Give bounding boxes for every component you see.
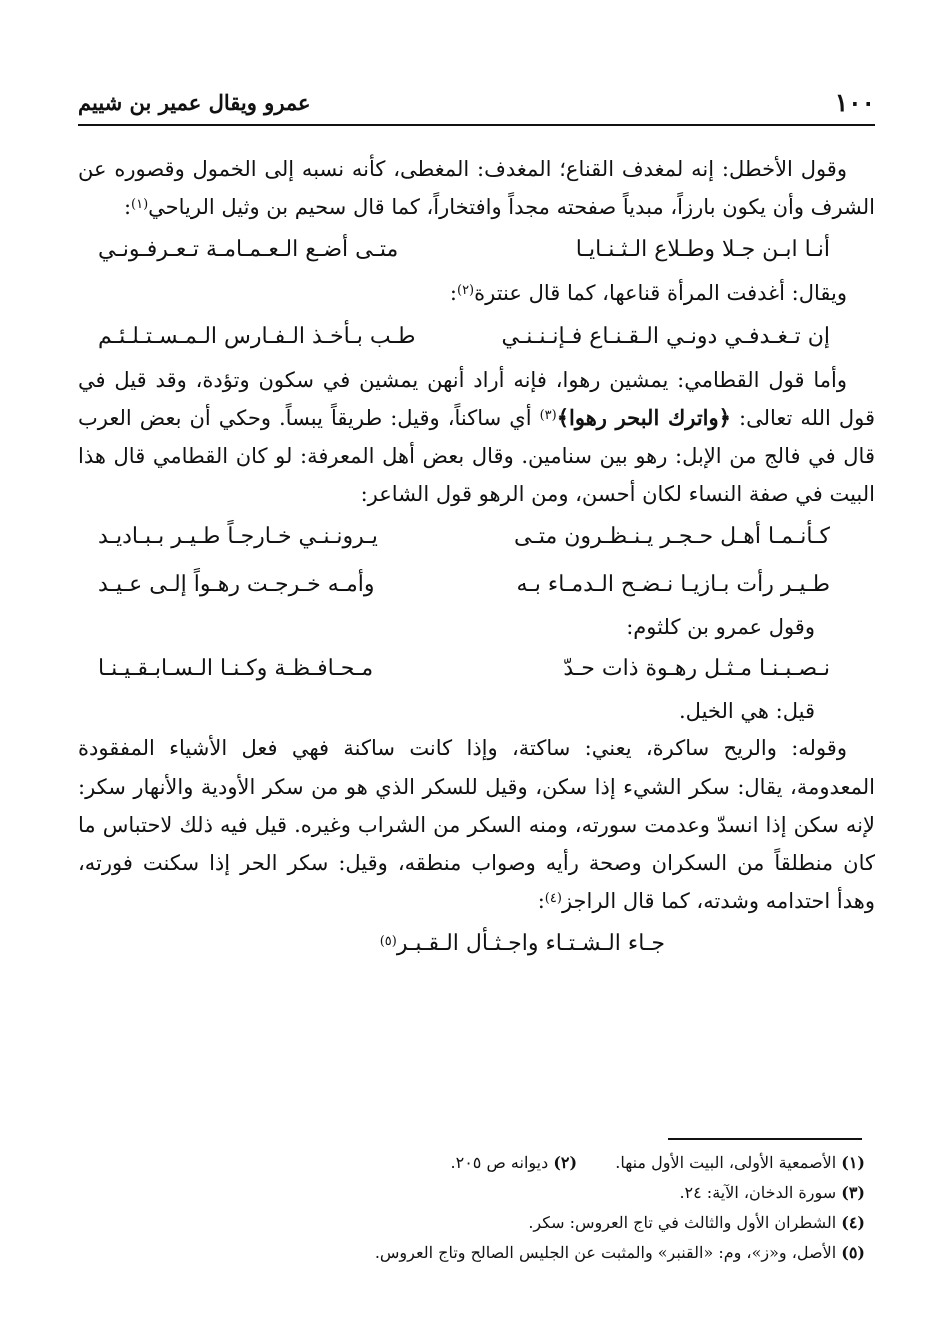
footnotes (300, 1148, 865, 1268)
verse-3 (78, 513, 875, 561)
paragraph-6-end: : (537, 889, 545, 914)
verse-2-first-hemistich: إن تـغـدفـي دونـي الـقـنـاع فـإنـنـنـي (501, 323, 830, 349)
paragraph-6 (78, 729, 875, 920)
verse-3-first-hemistich: كـأنـمـا أهـل حـجـر يـنـظـرون متـى (514, 524, 830, 550)
footnote-3-number: (٣) (841, 1183, 865, 1202)
footnote-ref-4: (٤) (544, 891, 562, 907)
verse-4-second-hemistich: وأمـه خـرجـت رهـواً إلـى عـيـد (98, 572, 375, 598)
footnote-5-number: (٥) (841, 1243, 865, 1262)
paragraph-6-text: وقوله: والريح ساكرة، يعني: ساكتة، وإذا كانت ساكنة فهي فعل الأشياء المفقودة المعدومة، يقال: سكر الشيء إذا سكن، وقيل للسكر الذي هو من سكر الأودية والأنهار سكر: لإنه سكن إذا انسدّ وعدمت سورته، ومنه السكر من الشراب وغيره. قيل فيه ذلك لاحتباس ما كان منطلقاً من السكران وصحة رأيه وصواب منطقه، وقيل: سكر الحر إذا سكنت فورته، وهدأ احتدامه وشدته، كما قال الراجز (78, 736, 875, 914)
paragraph-3-text-a: وأما قول القطامي: يمشين رهوا، فإنه أراد أنهن يمشين في سكون وتؤدة، وقد قيل في قول الله تعالى: (78, 367, 875, 430)
footnote-2-number: (٢) (553, 1153, 578, 1172)
verse-intro-amr: وقول عمرو بن كلثوم: (626, 615, 815, 640)
footnote-ref-5: (٥) (379, 934, 397, 950)
footnote-ref-2: (٢) (456, 283, 475, 299)
page-body (78, 150, 875, 968)
footnote-line-1 (300, 1148, 865, 1178)
footnote-1-text: الأصمعية الأولى، البيت الأول منها. (615, 1153, 837, 1172)
footnote-line-5 (300, 1238, 865, 1268)
verse-5 (78, 645, 875, 693)
verse-4 (78, 561, 875, 609)
paragraph-1 (78, 150, 875, 226)
paragraph-3-text-b: أي ساكناً، وقيل: طريقاً يبساً. وحكي أن بعض العرب قال في فالج من الإبل: رهو بين سنامين. وقال بعض أهل المعرفة: لو كان القطامي قال هذا البيت في صفة النساء لكان أحسن، ومن الرهو قول الشاعر: (78, 405, 875, 507)
running-title: عمرو ويقال عمير بن شييم (78, 90, 311, 115)
footnote-4-number: (٤) (841, 1213, 865, 1232)
footnote-2-text: ديوانه ص ٢٠٥. (450, 1153, 549, 1172)
paragraph-2 (78, 274, 875, 312)
verse-6 (78, 920, 875, 968)
verse-4-first-hemistich: طـيـر رأت بـازيـا نـضـح الـدمـاء بـه (516, 572, 830, 598)
footnote-5-text: الأصل، و«ز»، وم: «القنبر» والمثبت عن الجليس الصالح وتاج العروس. (374, 1243, 837, 1262)
footnote-ref-1: (١) (131, 197, 149, 213)
verse-5-first-hemistich: نـصـبـنـا مـثـل رهـوة ذات حـدّ (563, 656, 830, 682)
paragraph-1-end: : (123, 195, 132, 220)
footnote-line-3 (300, 1178, 865, 1208)
footnote-4-text: الشطران الأول والثالث في تاج العروس: سكر. (528, 1213, 837, 1232)
paragraph-3 (78, 361, 875, 514)
footnote-ref-3: (٣) (539, 407, 557, 423)
paragraph-2-text: ويقال: أغدفت المرأة قناعها، كما قال عنترة (474, 281, 847, 306)
verse-2 (78, 313, 875, 361)
footnote-3-text: سورة الدخان، الآية: ٢٤. (679, 1183, 837, 1202)
footnote-1-number: (١) (841, 1153, 865, 1172)
paragraph-5: قيل: هي الخيل. (679, 699, 815, 724)
verse-2-second-hemistich: طـب بـأخـذ الـفـارس الـمـسـتـلـئـم (98, 323, 416, 349)
quran-quote: ﴿واترك البحر رهوا﴾ (556, 404, 731, 430)
page-header (78, 82, 875, 122)
paragraph-1-text: وقول الأخطل: إنه لمغدف القناع؛ المغدف: المغطى، كأنه نسبه إلى الخمول وقصوره عن الشرف وأن يكون بارزاً، مبدياً صفحته مجداً وافتخاراً، كما قال سحيم بن وثيل الرياحي (78, 157, 875, 220)
verse-6-text: جـاء الـشـتـاء واجـثـأل الـقـبـر (396, 931, 665, 957)
page-number: ١٠٠ (834, 88, 875, 117)
verse-1-second-hemistich: متـى أضـع الـعـمـامـة تـعـرفـونـي (98, 237, 399, 263)
verse-1 (78, 226, 875, 274)
verse-5-second-hemistich: مـحـافـظـة وكـنـا الـسـابـقـيـنـا (98, 656, 374, 682)
verse-3-second-hemistich: يـرونـنـي خـارجـاً طـيـر بـبـاديـد (98, 524, 378, 550)
paragraph-2-end: : (449, 281, 457, 306)
footnote-line-4 (300, 1208, 865, 1238)
verse-1-first-hemistich: أنـا ابـن جـلا وطـلاع الـثـنـايـا (575, 237, 830, 263)
footnote-rule (668, 1138, 862, 1140)
header-rule (78, 124, 875, 126)
